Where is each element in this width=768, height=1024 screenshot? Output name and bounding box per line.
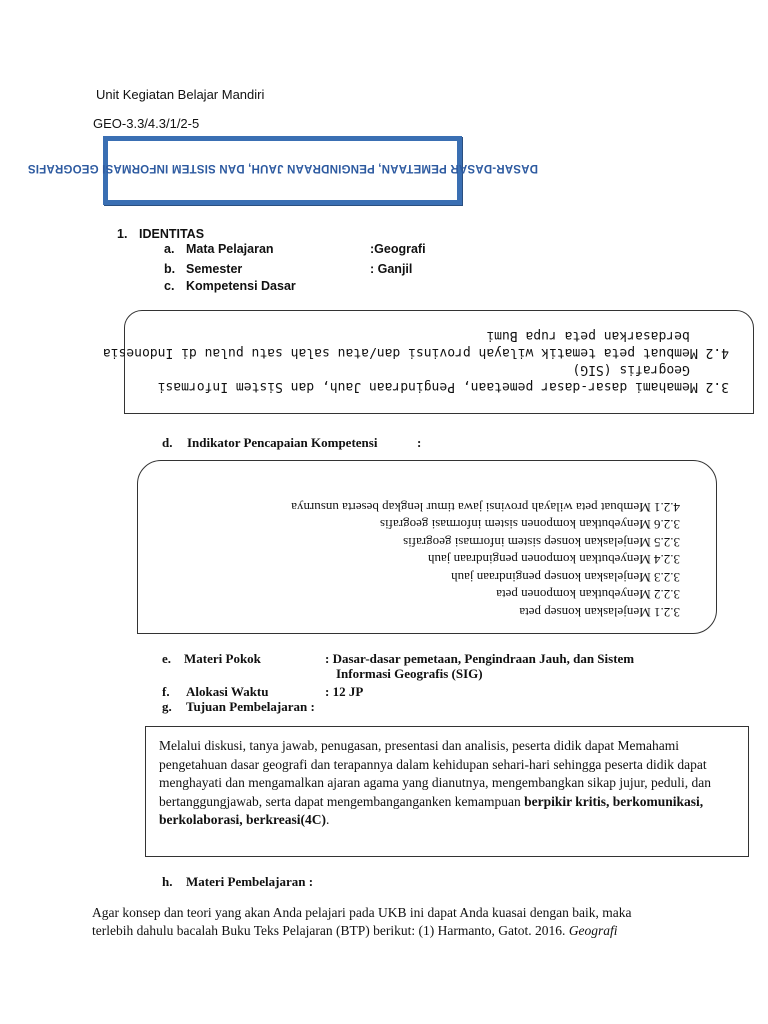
intro-book-title: Geografi: [568, 923, 618, 938]
competency-line: berdasarkan peta rupa Bumi: [486, 328, 729, 343]
identity-letter-a: a.: [164, 242, 175, 256]
goals-box: [145, 726, 749, 857]
goals-label: Tujuan Pembelajaran :: [186, 699, 315, 714]
unit-code: GEO-3.3/4.3/1/2-5: [93, 116, 200, 131]
goals-text-bold: berpikir kritis, berkomunikasi, berkolaborasi, berkreasi(4C): [159, 793, 704, 827]
indicator-letter: d.: [162, 435, 173, 450]
time-letter: f.: [162, 684, 170, 699]
identity-label-subject: Mata Pelajaran: [186, 242, 274, 256]
competency-line: 4.2 Membuat peta tematik wilayah provinsi dan/atau salah satu pulau di Indonesia: [102, 345, 729, 360]
time-value: : 12 JP: [325, 684, 364, 699]
indicator-item: 3.2.3 Menjelaskan konsep pengindraan jauh: [451, 570, 680, 585]
intro-paragraph: [92, 904, 672, 940]
indicator-item: 3.2.4 Menyebutkan komponen pengindraan jauh: [428, 552, 680, 568]
identity-value-subject: :Geografi: [370, 242, 426, 256]
page-title: DASAR-DASAR PEMETAAN, PENGINDRAAN JAUH, DAN SISTEM INFORMASI GEOGRAFIS: [27, 162, 538, 174]
identity-letter-b: b.: [164, 262, 176, 276]
learning-material-letter: h.: [162, 874, 173, 889]
competency-box: [102, 310, 754, 414]
identity-label-semester: Semester: [186, 262, 243, 276]
learning-material-label: Materi Pembelajaran :: [186, 874, 314, 889]
section-heading-identitas: IDENTITAS: [139, 227, 205, 241]
goals-letter: g.: [162, 699, 172, 714]
indicator-item: 3.2.6 Menyebutkan komponen sistem informasi geografis: [379, 517, 680, 533]
indicator-item: 3.2.5 Menjelaskan konsep sistem informasi geografis: [403, 535, 680, 550]
goals-text: [159, 737, 739, 830]
indicator-item: 3.2.2 Menyebutkan komponen peta: [496, 587, 680, 603]
material-value-continued: Informasi Geografis (SIG): [336, 666, 483, 681]
indicator-label: Indikator Pencapaian Kompetensi: [187, 435, 378, 450]
identity-letter-c: c.: [164, 279, 175, 293]
goals-text-plain: Melalui diskusi, tanya jawab, penugasan, presentasi dan analisis, peserta didik dapat Memahami pengetahuan dasar geografi dan terapannya dalam kehidupan sehari-hari sehingga peserta didik dapat menghayati dan mengamalkan ajaran agama yang dianutnya, mengembangkan sikap jujur, peduli, dan bertanggungjawab, serta dapat mengembanganganken kemampuan: [159, 738, 712, 809]
indicator-box: [137, 460, 717, 634]
material-letter: e.: [162, 651, 172, 666]
competency-line: 3.2 Memahami dasar-dasar pemetaan, Pengindraan Jauh, dan Sistem Informasi: [157, 379, 729, 394]
section-number: 1.: [117, 227, 128, 241]
identity-value-semester: : Ganjil: [370, 262, 413, 276]
identity-label-competency: Kompetensi Dasar: [186, 279, 296, 293]
goals-text-end: .: [326, 812, 330, 827]
time-label: Alokasi Waktu: [186, 684, 269, 699]
competency-line: Geografis (SIG): [572, 362, 729, 377]
intro-text: Agar konsep dan teori yang akan Anda pelajari pada UKB ini dapat Anda kuasai dengan baik, maka terlebih dahulu bacalah Buku Teks Pelajaran (BTP) berikut: (1) Harmanto, Gatot. 2016.: [92, 905, 632, 938]
material-value: : Dasar-dasar pemetaan, Pengindraan Jauh, dan Sistem: [325, 651, 635, 666]
indicator-item: 4.2.1 Membuat peta wilayah provinsi jawa timur lengkap beserta unsurnya: [291, 500, 680, 515]
material-label: Materi Pokok: [184, 651, 261, 666]
indicator-item: 3.2.1 Menjelaskan konsep peta: [519, 605, 680, 620]
unit-title: Unit Kegiatan Belajar Mandiri: [96, 87, 265, 102]
indicator-colon: :: [417, 435, 422, 450]
